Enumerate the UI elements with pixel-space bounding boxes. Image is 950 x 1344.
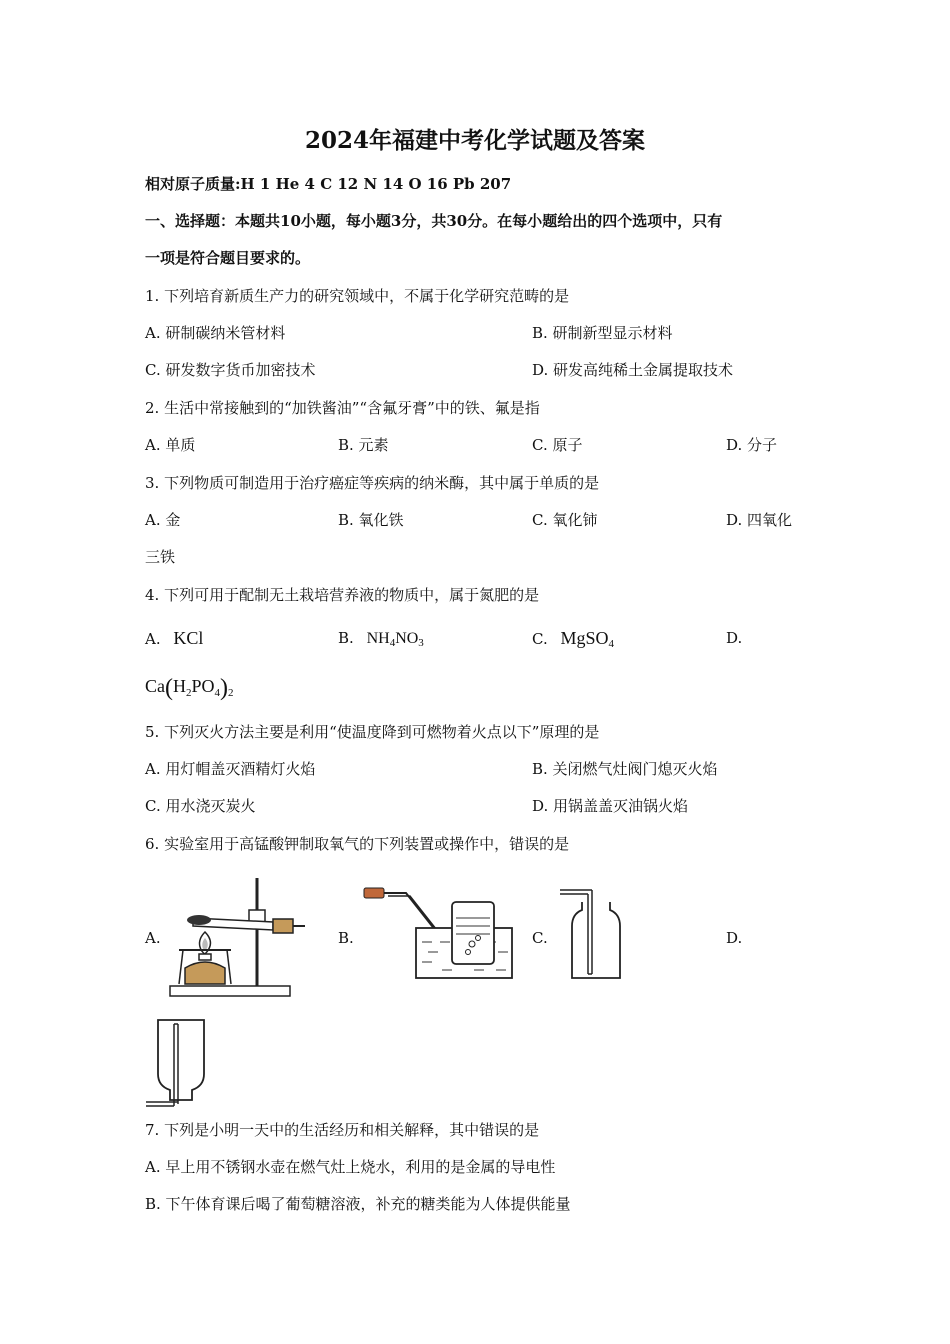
formula-part: PO	[191, 676, 215, 696]
q4-formula-nh4no3	[367, 630, 424, 647]
q4-option-a	[145, 628, 203, 649]
formula-subscript: 4	[214, 687, 221, 699]
q3-option-d-wrap: 三铁	[145, 548, 176, 566]
q7-option-b: B. 下午体育课后喝了葡萄糖溶液，补充的糖类能为人体提供能量	[145, 1195, 571, 1213]
open-paren-icon: (	[165, 675, 173, 701]
formula-subscript: 3	[418, 637, 424, 649]
q6-option-a-label: A.	[145, 929, 161, 947]
q1-option-d: D. 研发高纯稀土金属提取技术	[532, 361, 734, 379]
q4-stem: 4. 下列可用于配制无土栽培营养液的物质中，属于氮肥的是	[145, 586, 540, 604]
formula-subscript: 4	[608, 638, 615, 650]
q6-option-c-label: C.	[532, 929, 548, 947]
section-heading-line2: 一项是符合题目要求的。	[145, 249, 311, 267]
q2-option-a: A. 单质	[145, 436, 196, 454]
q4-formula-kcl: KCl	[173, 628, 204, 648]
formula-subscript: 2	[186, 687, 192, 699]
q4-option-c-label: C.	[532, 630, 548, 648]
figure-c-gas-bottle	[558, 886, 628, 986]
q3-option-d: D. 四氧化	[726, 511, 793, 529]
q2-option-c: C. 原子	[532, 436, 583, 454]
q5-option-d: D. 用锅盖盖灭油锅火焰	[532, 797, 689, 815]
q6-option-d-label: D.	[726, 929, 743, 947]
q1-stem: 1. 下列培育新质生产力的研究领域中，不属于化学研究范畴的是	[145, 287, 570, 305]
q6-option-b-label: B.	[338, 929, 354, 947]
q7-stem: 7. 下列是小明一天中的生活经历和相关解释，其中错误的是	[145, 1121, 540, 1139]
q4-option-b	[338, 628, 424, 649]
formula-part: Ca	[145, 676, 165, 696]
heating-apparatus-icon	[165, 872, 315, 1000]
q3-stem: 3. 下列物质可制造用于治疗癌症等疾病的纳米酶，其中属于单质的是	[145, 474, 600, 492]
q3-option-c: C. 氧化铈	[532, 511, 598, 529]
q4-formula-mgso4	[561, 628, 615, 648]
formula-part: NO	[395, 630, 419, 647]
q1-option-a: A. 研制碳纳米管材料	[145, 324, 286, 342]
q2-option-d: D. 分子	[726, 436, 778, 454]
figure-d-inverted-bottle	[142, 1016, 212, 1112]
formula-subscript: 2	[228, 687, 234, 699]
q5-option-b: B. 关闭燃气灶阀门熄灭火焰	[532, 760, 718, 778]
q1-option-c: C. 研发数字货币加密技术	[145, 361, 316, 379]
q2-stem: 2. 生活中常接触到的“加铁酱油”“含氟牙膏”中的铁、氟是指	[145, 399, 540, 417]
q4-option-c	[532, 628, 614, 649]
q5-stem: 5. 下列灭火方法主要是利用“使温度降到可燃物着火点以下”原理的是	[145, 723, 600, 741]
q7-option-a: A. 早上用不锈钢水壶在燃气灶上烧水，利用的是金属的导电性	[145, 1158, 556, 1176]
q4-option-d-label: D.	[726, 629, 743, 647]
q2-option-b: B. 元素	[338, 436, 389, 454]
q4-option-a-label: A.	[145, 630, 161, 648]
q3-option-a: A. 金	[145, 511, 181, 529]
close-paren-icon: )	[220, 675, 229, 701]
q5-option-a: A. 用灯帽盖灭酒精灯火焰	[145, 760, 316, 778]
page-title: 2024年福建中考化学试题及答案	[304, 127, 645, 154]
q4-formula-cah2po4	[145, 676, 234, 703]
figure-b-water-collection	[362, 880, 522, 982]
atomic-masses: 相对原子质量:H 1 He 4 C 12 N 14 O 16 Pb 207	[145, 175, 512, 193]
formula-subscript: 4	[389, 637, 396, 649]
q4-option-b-label: B.	[338, 629, 354, 647]
figure-a-heating-apparatus	[165, 872, 315, 1000]
q1-option-b: B. 研制新型显示材料	[532, 324, 673, 342]
q3-option-b: B. 氧化铁	[338, 511, 404, 529]
inverted-bottle-icon	[142, 1016, 212, 1112]
formula-part: H	[173, 676, 186, 696]
gas-bottle-icon	[558, 886, 628, 986]
q5-option-c: C. 用水浇灭炭火	[145, 797, 256, 815]
water-trough-icon	[362, 880, 522, 982]
section-heading-line1: 一、选择题：本题共10小题，每小题3分，共30分。在每小题给出的四个选项中，只有	[145, 212, 723, 230]
formula-part: MgSO	[560, 628, 609, 648]
formula-part: NH	[366, 630, 390, 647]
q6-stem: 6. 实验室用于高锰酸钾制取氧气的下列装置或操作中，错误的是	[145, 835, 570, 853]
